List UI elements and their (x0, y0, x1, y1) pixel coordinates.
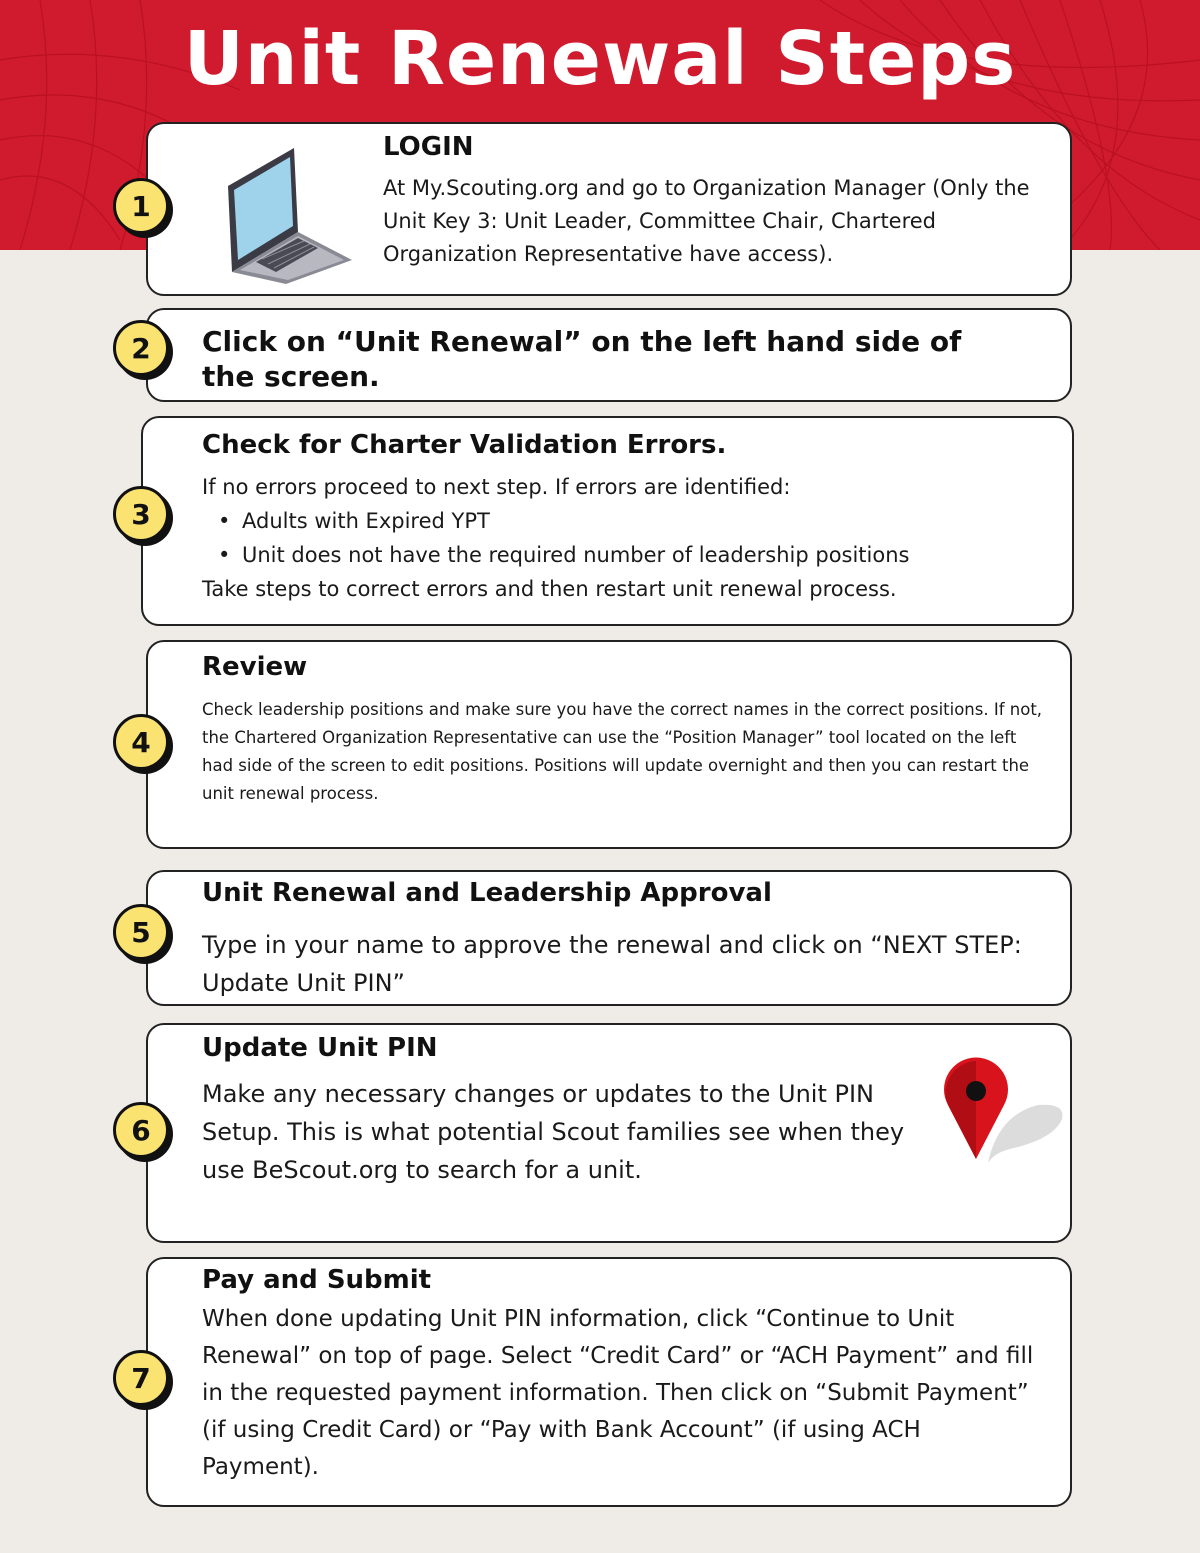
step-body: When done updating Unit PIN information, click “Continue to Unit Renewal” on top of page. Select “Credit Card” or “ACH Payment” and fill in the requested payment information. Then click on “Submit Payment” (if using Credit Card) or “Pay with Bank Account” (if using ACH Payment). (202, 1306, 1034, 1480)
step-card-4 (146, 640, 1072, 849)
step-body (202, 470, 1062, 606)
step-body: Type in your name to approve the renewal and click on “NEXT STEP: Update Unit PIN” (202, 931, 1022, 997)
step-body: Check leadership positions and make sure you have the correct names in the correct positions. If not, the Chartered Organization Representative can use the “Position Manager” tool located on the left had side of the screen to edit positions. Positions will update overnight and then you can restart the unit renewal process. (202, 700, 1043, 803)
step-card-7 (146, 1257, 1072, 1507)
step-card-2 (146, 308, 1072, 402)
step-number-badge: 6 (113, 1102, 169, 1158)
error-list (202, 504, 1062, 572)
map-pin-icon (938, 1055, 1068, 1165)
list-item: • Unit does not have the required number of leadership positions (202, 538, 1062, 572)
step-card-1 (146, 122, 1072, 296)
page-title: Unit Renewal Steps (183, 16, 1017, 102)
step-number-badge: 7 (113, 1350, 169, 1406)
step-card-6 (146, 1023, 1072, 1243)
step-card-5 (146, 870, 1072, 1006)
step-heading: Update Unit PIN (202, 1033, 438, 1063)
step-number-badge: 2 (113, 320, 169, 376)
step-heading: Unit Renewal and Leadership Approval (202, 878, 772, 908)
step-intro: If no errors proceed to next step. If errors are identified: (202, 475, 791, 499)
step-card-3 (141, 416, 1074, 626)
laptop-icon (218, 144, 358, 284)
step-number-badge: 5 (113, 904, 169, 960)
step-number-badge: 4 (113, 714, 169, 770)
step-heading: Click on “Unit Renewal” on the left hand side of the screen. (202, 325, 962, 393)
step-heading: Check for Charter Validation Errors. (202, 430, 727, 460)
step-body: At My.Scouting.org and go to Organization Manager (Only the Unit Key 3: Unit Leader, Committee Chair, Chartered Organization Representative have access). (383, 176, 1030, 266)
step-outro: Take steps to correct errors and then restart unit renewal process. (202, 577, 897, 601)
step-heading: Review (202, 652, 308, 682)
step-body: Make any necessary changes or updates to the Unit PIN Setup. This is what potential Scout families see when they use BeScout.org to search for a unit. (202, 1080, 905, 1184)
step-number-badge: 1 (113, 178, 169, 234)
step-heading: Pay and Submit (202, 1265, 432, 1295)
step-number-badge: 3 (113, 486, 169, 542)
list-item: • Adults with Expired YPT (202, 504, 1062, 538)
step-heading: LOGIN (383, 132, 474, 162)
